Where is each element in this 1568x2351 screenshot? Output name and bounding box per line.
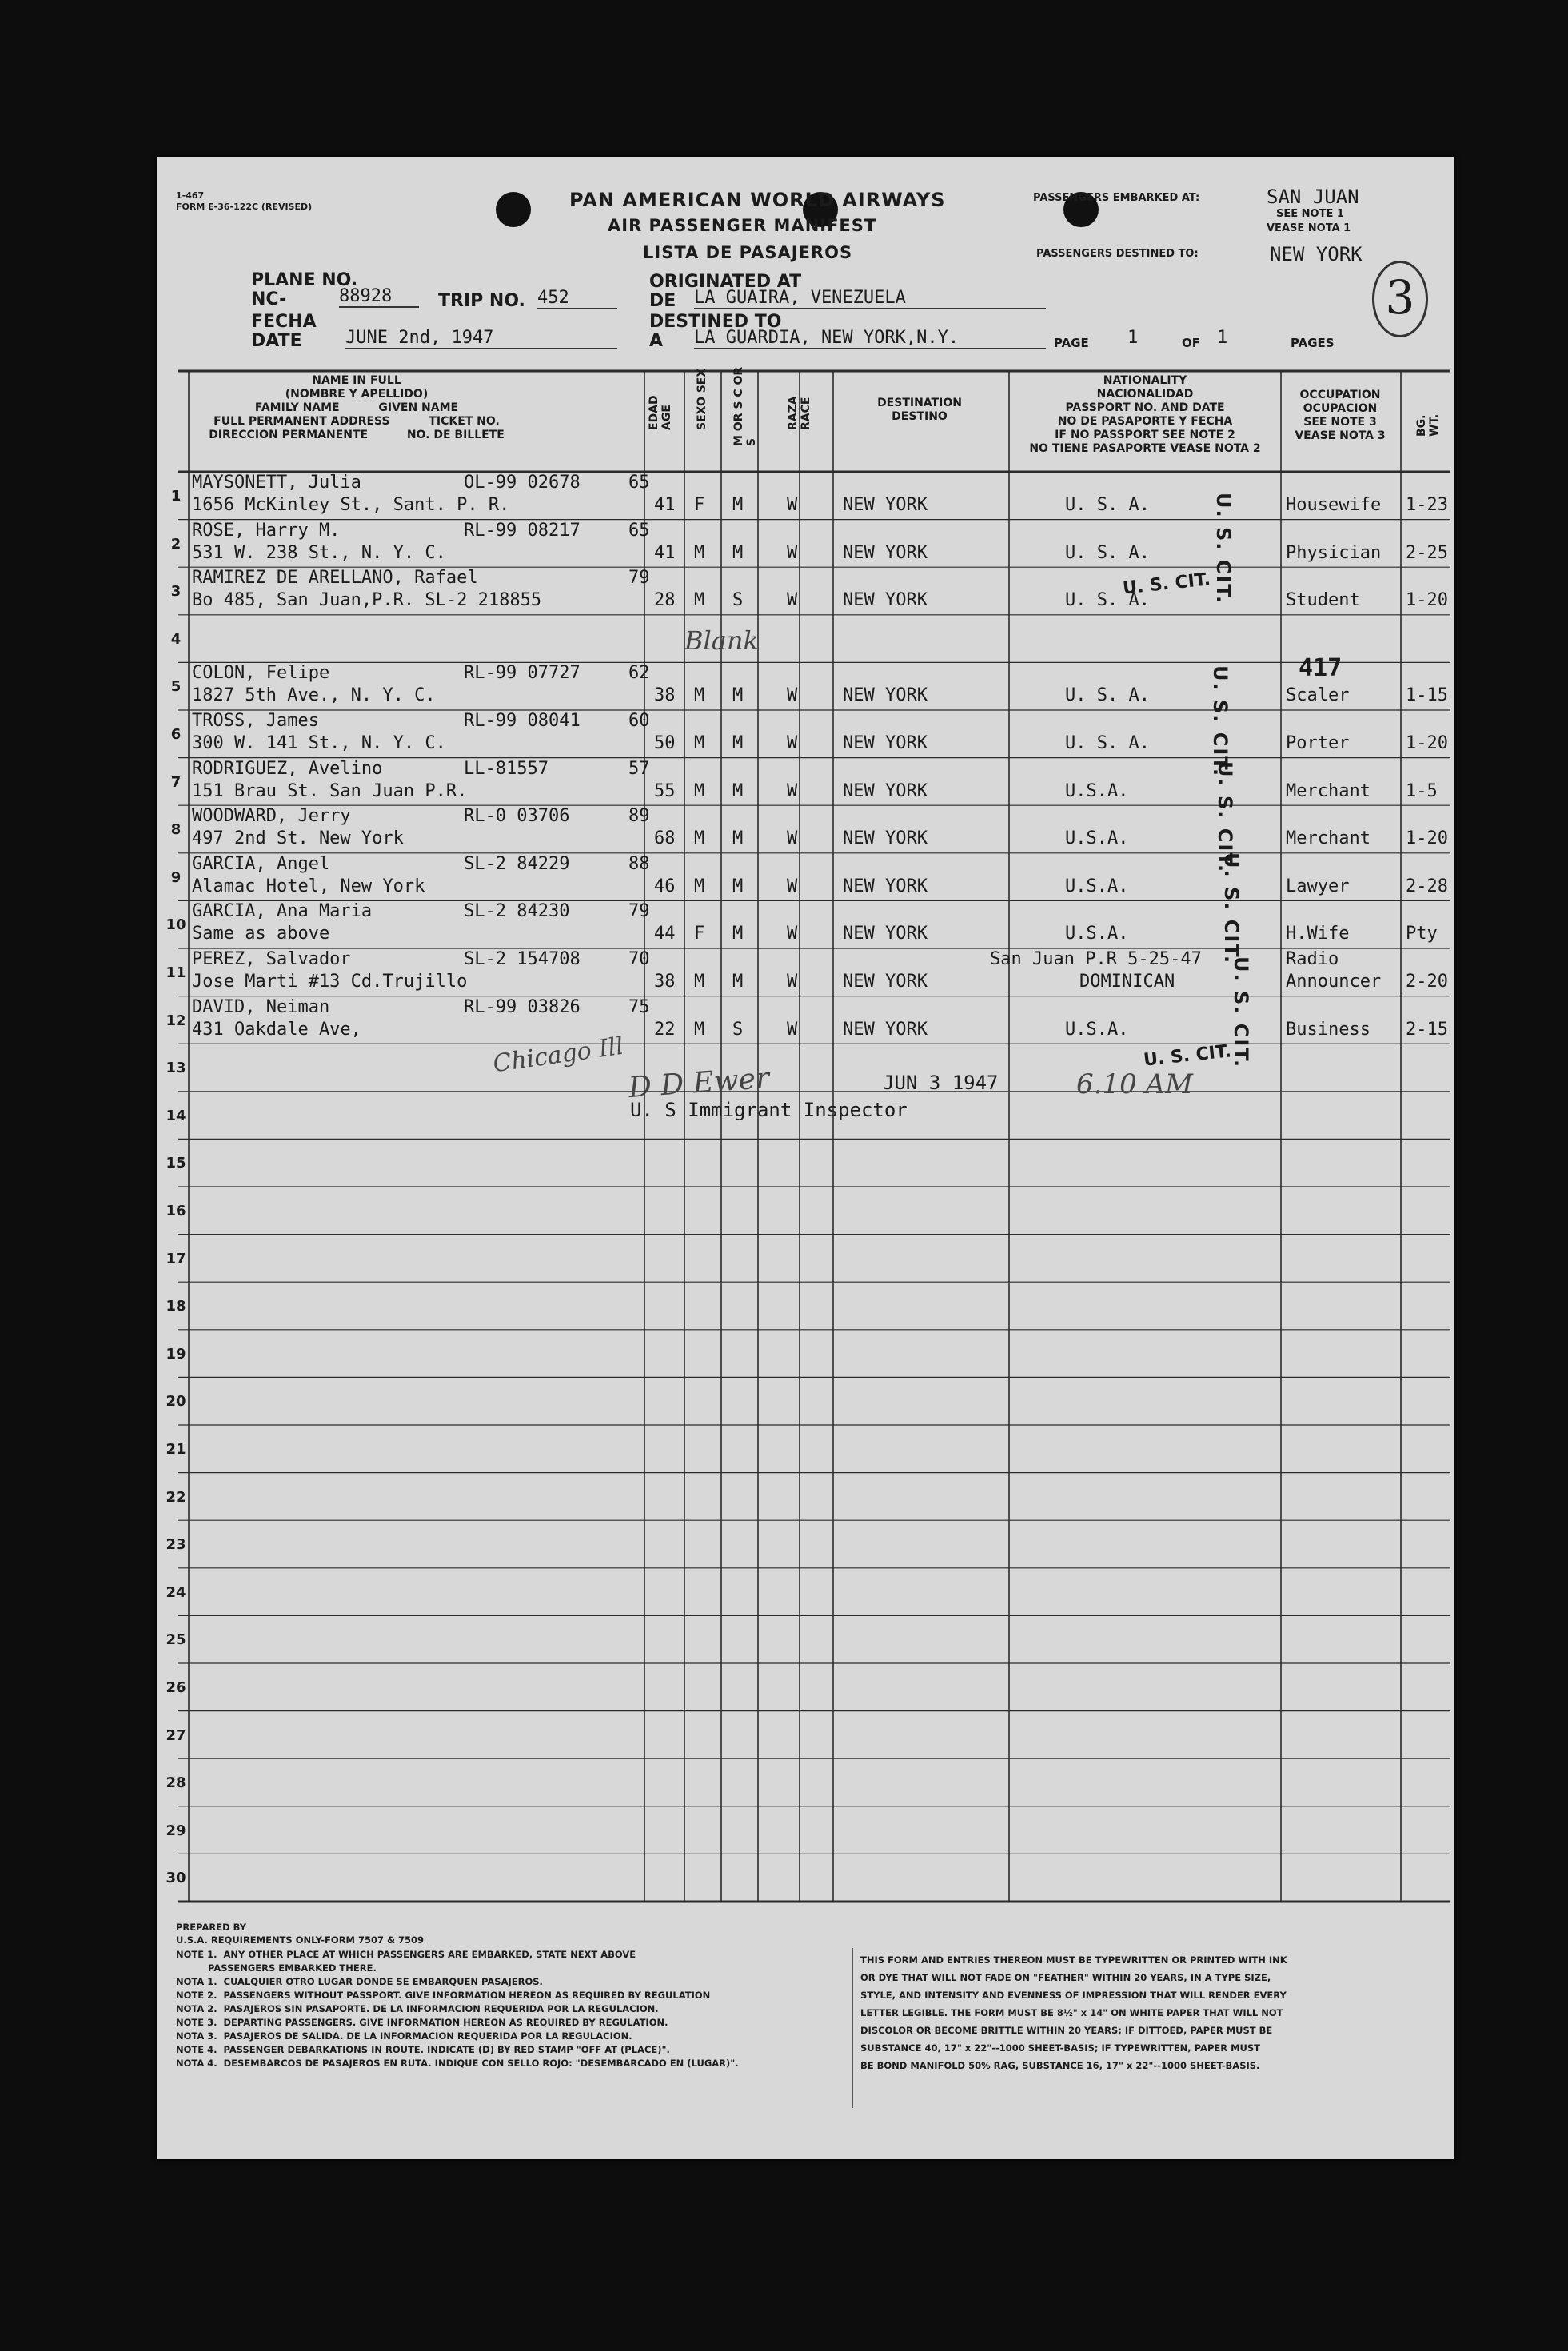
passenger-name: MAYSONETT, Julia <box>192 473 361 493</box>
embarked-value: SAN JUAN <box>1267 186 1359 208</box>
row-number: 23 <box>166 1536 186 1554</box>
page-label: PAGE <box>1054 336 1089 350</box>
col-header-name: NAME IN FULL (NOMBRE Y APELLIDO) FAMILY NAME GIVEN NAME FULL PERMANENT ADDRESS TICKET NO. DIRECCION PERMANENTE NO. DE BILLETE <box>209 374 505 441</box>
passenger-name: ROSE, Harry M. <box>192 520 341 541</box>
race-cell: W <box>787 590 798 611</box>
footer-rule-line: DISCOLOR OR BECOME BRITTLE WITHIN 20 YEARS; IF DITTOED, PAPER MUST BE <box>860 2025 1273 2036</box>
marital-cell: M <box>732 924 744 944</box>
row-number: 2 <box>170 535 182 553</box>
race-cell: W <box>787 924 798 944</box>
row4-blank-annotation: Blank <box>684 625 759 656</box>
passenger-name: TROSS, James <box>192 711 319 731</box>
destination-cell: NEW YORK <box>843 685 928 706</box>
ticket-number: SL-2 84229 <box>464 853 570 874</box>
nationality-cell: DOMINICAN <box>1079 972 1175 992</box>
nationality-cell: U. S. A. <box>1065 542 1150 563</box>
nationality-cell: U.S.A. <box>1065 828 1129 849</box>
ticket-number: LL-81557 <box>464 758 549 779</box>
occupation-cell: Business <box>1286 1019 1371 1040</box>
col-header-bag-weight: BG. WT. <box>1415 413 1441 437</box>
row-number: 3 <box>170 583 182 601</box>
permanent-address: 1827 5th Ave., N. Y. C. <box>192 685 436 706</box>
age-cell: 50 <box>654 733 676 753</box>
row-number: 24 <box>166 1583 186 1601</box>
footer-rule-line: OR DYE THAT WILL NOT FADE ON "FEATHER" WITHIN 20 YEARS, IN A TYPE SIZE, <box>860 1972 1271 1983</box>
margin-mark: 57 <box>628 758 650 779</box>
airline-title: PAN AMERICAN WORLD AIRWAYS <box>569 189 946 211</box>
passenger-name: WOODWARD, Jerry <box>192 806 351 827</box>
occupation-cell: Scaler <box>1286 685 1350 706</box>
sex-cell: M <box>694 972 705 992</box>
age-cell: 41 <box>654 542 676 563</box>
col-header-marital: M OR S C OR S <box>732 366 758 446</box>
margin-mark: 60 <box>628 711 650 731</box>
marital-cell: M <box>732 972 744 992</box>
passenger-name: RODRIGUEZ, Avelino <box>192 758 383 779</box>
footer-rule-line: BE BOND MANIFOLD 50% RAG, SUBSTANCE 16, 17" x 22"--1000 SHEET-BASIS. <box>860 2060 1260 2071</box>
form-number: 1-467 <box>176 190 205 201</box>
row12-handwriting: Chicago Ill <box>491 1032 626 1079</box>
bag-weight-cell: 1-20 <box>1406 733 1448 753</box>
passenger-name: COLON, Felipe <box>192 663 330 684</box>
row-number: 16 <box>166 1203 186 1219</box>
prepared-by: PREPARED BY <box>176 1922 247 1933</box>
col-header-occupation: OCCUPATION OCUPACION SEE NOTE 3 VEASE NOTA 3 <box>1295 389 1386 442</box>
ticket-number: OL-99 02678 <box>464 473 581 493</box>
row-number: 14 <box>166 1107 186 1124</box>
lista-title: LISTA DE PASAJEROS <box>643 243 853 262</box>
usc-vertical-stamp: U. S. CIT. <box>1220 852 1243 965</box>
row-number: 30 <box>166 1870 186 1887</box>
occupation-cell: Merchant <box>1286 780 1371 801</box>
margin-mark: 75 <box>628 996 650 1017</box>
usc-vertical-stamp: U. S. CIT. <box>1209 665 1231 778</box>
de-label: DE <box>649 291 676 311</box>
usa-requirements: U.S.A. REQUIREMENTS ONLY-FORM 7507 & 7509 <box>176 1934 425 1946</box>
bag-weight-cell: 2-20 <box>1406 972 1448 992</box>
a-label: A <box>649 331 664 351</box>
row-number: 17 <box>166 1250 186 1267</box>
row-number: 26 <box>166 1679 186 1696</box>
fecha-label: FECHA <box>251 312 317 332</box>
age-cell: 44 <box>654 924 676 944</box>
bag-weight-cell: 1-23 <box>1406 495 1448 515</box>
occupation-cell: Student <box>1286 590 1360 611</box>
destination-cell: NEW YORK <box>843 542 928 563</box>
nationality-cell: U. S. A. <box>1065 590 1150 611</box>
nationality-cell: U. S. A. <box>1065 685 1150 706</box>
occupation-number: 417 <box>1299 654 1343 683</box>
sex-cell: M <box>694 780 705 801</box>
of-label: OF <box>1182 336 1200 350</box>
race-cell: W <box>787 733 798 753</box>
marital-cell: M <box>732 780 744 801</box>
inspection-time: 6.10 AM <box>1076 1068 1193 1100</box>
age-cell: 55 <box>654 780 676 801</box>
col-header-age: EDAD AGE <box>648 395 673 430</box>
destination-cell: NEW YORK <box>843 828 928 849</box>
bag-weight-cell: 1-20 <box>1406 828 1448 849</box>
destination-cell: NEW YORK <box>843 590 928 611</box>
row-number: 22 <box>166 1488 186 1506</box>
nationality-cell: U. S. A. <box>1065 733 1150 753</box>
bag-weight-cell: 2-28 <box>1406 876 1448 896</box>
date-label: DATE <box>251 331 302 351</box>
nationality-cell: U.S.A. <box>1065 876 1129 896</box>
permanent-address: 151 Brau St. San Juan P.R. <box>192 780 468 801</box>
circled-page-mark: 3 <box>1372 261 1428 337</box>
permanent-address: 300 W. 141 St., N. Y. C. <box>192 733 446 753</box>
col-header-destination: DESTINATION DESTINO <box>877 397 962 423</box>
bag-weight-cell: 2-15 <box>1406 1019 1448 1040</box>
usc-vertical-stamp: U. S. CIT. <box>1212 493 1235 605</box>
race-cell: W <box>787 876 798 896</box>
passenger-name: GARCIA, Angel <box>192 853 330 874</box>
race-cell: W <box>787 495 798 515</box>
margin-mark: 65 <box>628 473 650 493</box>
race-cell: W <box>787 972 798 992</box>
plane-label: PLANE NO. <box>251 270 358 290</box>
page-value: 1 <box>1127 328 1139 348</box>
row-number: 7 <box>170 773 182 791</box>
occupation-cell: Porter <box>1286 733 1350 753</box>
marital-cell: M <box>732 733 744 753</box>
race-cell: W <box>787 542 798 563</box>
trip-value: 452 <box>537 288 617 309</box>
occupation-cell: Merchant <box>1286 828 1371 849</box>
bag-weight-cell: Pty <box>1406 924 1438 944</box>
nc-label: NC- <box>251 289 287 309</box>
row-number: 29 <box>166 1822 186 1839</box>
ticket-number: RL-99 08217 <box>464 520 581 541</box>
sex-cell: F <box>694 495 705 515</box>
pages-label: PAGES <box>1291 336 1335 350</box>
ticket-number: RL-99 03826 <box>464 996 581 1017</box>
row-number: 5 <box>170 678 182 696</box>
plane-value: 88928 <box>339 286 419 308</box>
ticket-number: SL-2 84230 <box>464 901 570 922</box>
manifest-page <box>157 157 1454 2159</box>
originated-label: ORIGINATED AT <box>649 272 802 292</box>
row-number: 15 <box>166 1155 186 1172</box>
usc-vertical-stamp: U. S. CIT. <box>1230 956 1252 1069</box>
age-cell: 28 <box>654 590 676 611</box>
bag-weight-cell: 2-25 <box>1406 542 1448 563</box>
footer-rule-line: SUBSTANCE 40, 17" x 22"--1000 SHEET-BASIS; IF TYPEWRITTEN, PAPER MUST <box>860 2042 1260 2054</box>
form-id: FORM E-36-122C (REVISED) <box>176 202 313 212</box>
footer-note-line: NOTE 3. DEPARTING PASSENGERS. GIVE INFORMATION HEREON AS REQUIRED BY REGULATION. <box>176 2017 668 2028</box>
sex-cell: M <box>694 1019 705 1040</box>
usc-stamp-row3: U. S. CIT. <box>1121 569 1212 599</box>
col-header-sex: SEXO SEX <box>696 368 708 430</box>
permanent-address: 497 2nd St. New York <box>192 828 404 849</box>
nationality-cell: San Juan P.R 5-25-47 <box>990 949 1202 969</box>
margin-mark: 79 <box>628 901 650 922</box>
marital-cell: M <box>732 542 744 563</box>
passenger-name: PEREZ, Salvador <box>192 949 351 969</box>
nationality-cell: U.S.A. <box>1065 780 1129 801</box>
footer-note-line: NOTE 2. PASSENGERS WITHOUT PASSPORT. GIVE INFORMATION HEREON AS REQUIRED BY REGULATION <box>176 1990 711 2001</box>
permanent-address: 1656 McKinley St., Sant. P. R. <box>192 495 510 515</box>
age-cell: 38 <box>654 685 676 706</box>
row-number: 10 <box>166 916 186 934</box>
trip-label: TRIP NO. <box>438 291 525 311</box>
destined-to-label: DESTINED TO <box>649 312 782 332</box>
sex-cell: M <box>694 590 705 611</box>
destination-cell: NEW YORK <box>843 876 928 896</box>
destination-cell: NEW YORK <box>843 924 928 944</box>
originated-value: LA GUAIRA, VENEZUELA <box>694 288 1046 309</box>
destined-label: PASSENGERS DESTINED TO: <box>1036 248 1199 260</box>
vease-nota-1: VEASE NOTA 1 <box>1267 222 1351 234</box>
sex-cell: F <box>694 924 705 944</box>
sex-cell: M <box>694 828 705 849</box>
bag-weight-cell: 1-20 <box>1406 590 1448 611</box>
age-cell: 68 <box>654 828 676 849</box>
row-number: 6 <box>170 726 182 743</box>
sex-cell: M <box>694 685 705 706</box>
footer-note-line: NOTA 1. CUALQUIER OTRO LUGAR DONDE SE EMBARQUEN PASAJEROS. <box>176 1976 543 1987</box>
row-number: 4 <box>170 630 182 648</box>
footer-note-line: PASSENGERS EMBARKED THERE. <box>176 1962 377 1974</box>
marital-cell: M <box>732 685 744 706</box>
permanent-address: Bo 485, San Juan,P.R. SL-2 218855 <box>192 590 542 611</box>
footer-rule-line: STYLE, AND INTENSITY AND EVENNESS OF IMPRESSION THAT WILL RENDER EVERY <box>860 1990 1287 2001</box>
destined-value: NEW YORK <box>1270 243 1363 265</box>
footer-note-line: NOTA 4. DESEMBARCOS DE PASAJEROS EN RUTA. INDIQUE CON SELLO ROJO: "DESEMBARCADO EN (LUGAR)". <box>176 2058 739 2069</box>
permanent-address: 531 W. 238 St., N. Y. C. <box>192 542 446 563</box>
nationality-cell: U.S.A. <box>1065 1019 1129 1040</box>
age-cell: 22 <box>654 1019 676 1040</box>
margin-mark: 88 <box>628 853 650 874</box>
age-cell: 41 <box>654 495 676 515</box>
footer-rule-line: THIS FORM AND ENTRIES THEREON MUST BE TYPEWRITTEN OR PRINTED WITH INK <box>860 1954 1287 1966</box>
passenger-name: GARCIA, Ana Maria <box>192 901 373 922</box>
margin-mark: 62 <box>628 663 650 684</box>
ticket-number: RL-99 08041 <box>464 711 581 731</box>
race-cell: W <box>787 828 798 849</box>
occupation-cell: H.Wife <box>1286 924 1350 944</box>
passenger-name: DAVID, Neiman <box>192 996 330 1017</box>
footer-note-line: NOTE 1. ANY OTHER PLACE AT WHICH PASSENGERS ARE EMBARKED, STATE NEXT ABOVE <box>176 1949 636 1960</box>
destined-to-value: LA GUARDIA, NEW YORK,N.Y. <box>694 328 1046 349</box>
usc-vertical-stamp: U. S. CIT. <box>1214 761 1236 874</box>
row-number: 19 <box>166 1345 186 1363</box>
manifest-title: AIR PASSENGER MANIFEST <box>608 216 877 235</box>
destination-cell: NEW YORK <box>843 780 928 801</box>
see-note-1: SEE NOTE 1 <box>1276 208 1344 220</box>
margin-mark: 89 <box>628 806 650 827</box>
sex-cell: M <box>694 542 705 563</box>
row-number: 1 <box>170 488 182 505</box>
immigrant-inspector-stamp: U. S Immigrant Inspector <box>630 1099 908 1121</box>
race-cell: W <box>787 780 798 801</box>
table-grid <box>157 157 1454 2159</box>
marital-cell: M <box>732 828 744 849</box>
row-number: 18 <box>166 1298 186 1315</box>
race-cell: W <box>787 685 798 706</box>
occupation-cell: Physician <box>1286 542 1382 563</box>
row-number: 8 <box>170 821 182 839</box>
footer-notes <box>176 1948 739 2070</box>
row-number: 28 <box>166 1774 186 1792</box>
sex-cell: M <box>694 733 705 753</box>
row-number: 9 <box>170 868 182 886</box>
occupation-prefix: Radio <box>1286 949 1339 969</box>
row-number: 13 <box>166 1060 186 1077</box>
destination-cell: NEW YORK <box>843 733 928 753</box>
row-number: 11 <box>166 964 186 981</box>
occupation-cell: Announcer <box>1286 972 1382 992</box>
footer-note-line: NOTE 4. PASSENGER DEBARKATIONS IN ROUTE. INDICATE (D) BY RED STAMP "OFF AT (PLACE)". <box>176 2044 670 2055</box>
marital-cell: S <box>732 590 744 611</box>
bag-weight-cell: 1-5 <box>1406 780 1438 801</box>
marital-cell: M <box>732 876 744 896</box>
ticket-number: SL-2 154708 <box>464 949 581 969</box>
inspection-date-stamp: JUN 3 1947 <box>883 1072 999 1094</box>
col-header-race: RAZA RACE <box>787 396 812 430</box>
row-number: 25 <box>166 1631 186 1649</box>
nationality-cell: U. S. A. <box>1065 495 1150 515</box>
footer-note-line: NOTA 2. PASAJEROS SIN PASAPORTE. DE LA INFORMACION REQUERIDA POR LA REGULACION. <box>176 2003 659 2014</box>
permanent-address: 431 Oakdale Ave, <box>192 1019 361 1040</box>
col-header-nationality: NATIONALITY NACIONALIDAD PASSPORT NO. AND DATE NO DE PASAPORTE Y FECHA IF NO PASSPORT SEE NOTE 2 NO TIENE PASAPORTE VEASE NOTA 2 <box>1029 374 1261 455</box>
date-value: JUNE 2nd, 1947 <box>345 328 617 349</box>
age-cell: 38 <box>654 972 676 992</box>
race-cell: W <box>787 1019 798 1040</box>
row-number: 12 <box>166 1012 186 1029</box>
of-value: 1 <box>1217 328 1228 348</box>
margin-mark: 65 <box>628 520 650 541</box>
margin-mark: 79 <box>628 568 650 589</box>
footer-rules <box>860 1951 1287 2074</box>
nationality-cell: U.S.A. <box>1065 924 1129 944</box>
inspector-signature: D D Ewer <box>627 1061 771 1105</box>
destination-cell: NEW YORK <box>843 495 928 515</box>
margin-mark: 70 <box>628 949 650 969</box>
permanent-address: Same as above <box>192 924 330 944</box>
sex-cell: M <box>694 876 705 896</box>
marital-cell: S <box>732 1019 744 1040</box>
ticket-number: RL-99 07727 <box>464 663 581 684</box>
age-cell: 46 <box>654 876 676 896</box>
passenger-name: RAMIREZ DE ARELLANO, Rafael <box>192 568 478 589</box>
usc-stamp-row12: U. S. CIT. <box>1142 1041 1233 1071</box>
embarked-label: PASSENGERS EMBARKED AT: <box>1033 192 1200 204</box>
permanent-address: Alamac Hotel, New York <box>192 876 425 896</box>
occupation-cell: Lawyer <box>1286 876 1350 896</box>
bag-weight-cell: 1-15 <box>1406 685 1448 706</box>
occupation-cell: Housewife <box>1286 495 1382 515</box>
destination-cell: NEW YORK <box>843 972 928 992</box>
row-number: 21 <box>166 1441 186 1458</box>
permanent-address: Jose Marti #13 Cd.Trujillo <box>192 972 468 992</box>
footer-note-line: NOTA 3. PASAJEROS DE SALIDA. DE LA INFORMACION REQUERIDA POR LA REGULACION. <box>176 2030 632 2042</box>
destination-cell: NEW YORK <box>843 1019 928 1040</box>
ticket-number: RL-0 03706 <box>464 806 570 827</box>
marital-cell: M <box>732 495 744 515</box>
footer-rule-line: LETTER LEGIBLE. THE FORM MUST BE 8½" x 14" ON WHITE PAPER THAT WILL NOT <box>860 2007 1283 2018</box>
row-number: 20 <box>166 1393 186 1411</box>
row-number: 27 <box>166 1726 186 1744</box>
